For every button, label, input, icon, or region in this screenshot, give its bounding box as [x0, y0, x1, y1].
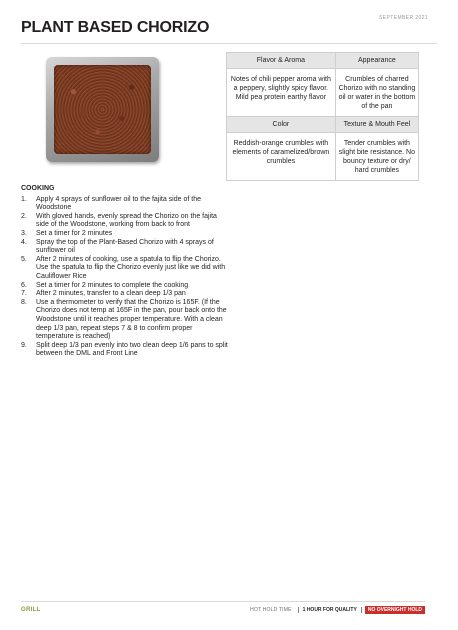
cell-flavor-aroma: Notes of chili pepper aroma with a peppery, slightly spicy flavor. Mild pea protein earthy flavor	[227, 69, 336, 117]
cell-color: Reddish-orange crumbles with elements of caramelized/brown crumbles	[227, 133, 336, 181]
list-item	[21, 290, 231, 299]
cell-texture: Tender crumbles with slight bite resistance. No bouncy texture or dry/ hard crumbles	[335, 133, 418, 181]
step-number: 4.	[21, 238, 27, 246]
step-number: 3.	[21, 229, 27, 237]
step-number: 9.	[21, 341, 27, 349]
chorizo-crumbles-image	[54, 65, 151, 154]
header-texture: Texture & Mouth Feel	[335, 117, 418, 133]
section-label: GRILL	[21, 607, 41, 613]
step-number: 5.	[21, 255, 27, 263]
hold-time-label: HOT HOLD TIME	[250, 607, 292, 613]
list-item	[21, 342, 231, 359]
step-text: Split deep 1/3 pan evenly into two clean deep 1/6 pans to split between the DML and Front Line	[36, 341, 228, 358]
step-number: 1.	[21, 195, 27, 203]
title-divider	[21, 43, 437, 44]
step-number: 2.	[21, 212, 27, 220]
product-photo	[44, 55, 161, 164]
cooking-heading: COOKING	[21, 185, 55, 192]
cooking-steps-list	[21, 196, 231, 359]
step-text: Spray the top of the Plant-Based Chorizo with 4 sprays of sunflower oil	[36, 238, 214, 255]
step-number: 6.	[21, 281, 27, 289]
list-item	[21, 256, 231, 282]
list-item	[21, 196, 231, 213]
step-text: Set a timer for 2 minutes	[36, 229, 113, 237]
list-item	[21, 213, 231, 230]
step-number: 8.	[21, 298, 27, 306]
no-overnight-hold-badge: NO OVERNIGHT HOLD	[365, 606, 425, 614]
list-item	[21, 282, 231, 291]
hotel-pan-image	[46, 57, 159, 162]
product-attributes-table	[226, 52, 419, 181]
hold-time-info	[250, 606, 425, 614]
page-title: PLANT BASED CHORIZO	[21, 19, 210, 36]
list-item	[21, 230, 231, 239]
footer-divider	[21, 601, 425, 602]
header-color: Color	[227, 117, 336, 133]
step-number: 7.	[21, 290, 27, 298]
step-text: With gloved hands, evenly spread the Chorizo on the fajita side of the Woodstone, working from back to front	[36, 212, 217, 229]
date-label: SEPTEMBER 2021	[379, 15, 428, 21]
step-text: Set a timer for 2 minutes to complete the cooking	[36, 281, 189, 289]
cell-appearance: Crumbles of charred Chorizo with no standing oil or water in the bottom of the pan	[335, 69, 418, 117]
header-flavor-aroma: Flavor & Aroma	[227, 53, 336, 69]
list-item	[21, 299, 231, 342]
step-text: After 2 minutes, transfer to a clean deep 1/3 pan	[36, 290, 186, 298]
step-text: After 2 minutes of cooking, use a spatula to flip the Chorizo. Use the spatula to flip the Chorizo evenly just like we did with Cauliflower Rice	[36, 255, 226, 280]
hold-time-value: 1 HOUR FOR QUALITY	[298, 607, 362, 613]
list-item	[21, 239, 231, 256]
cooking-section	[21, 185, 231, 359]
step-text: Apply 4 sprays of sunflower oil to the fajita side of the Woodstone	[36, 195, 201, 212]
header-appearance: Appearance	[335, 53, 418, 69]
step-text: Use a thermometer to verify that the Chorizo is 165F. (If the Chorizo does not temp at 165F in the pan, pour back onto the Woodstone until it reaches proper temperature. With a clean deep 1/3 pan, repeat steps 7 & 8 to confirm proper temperature is reached)	[36, 298, 227, 341]
